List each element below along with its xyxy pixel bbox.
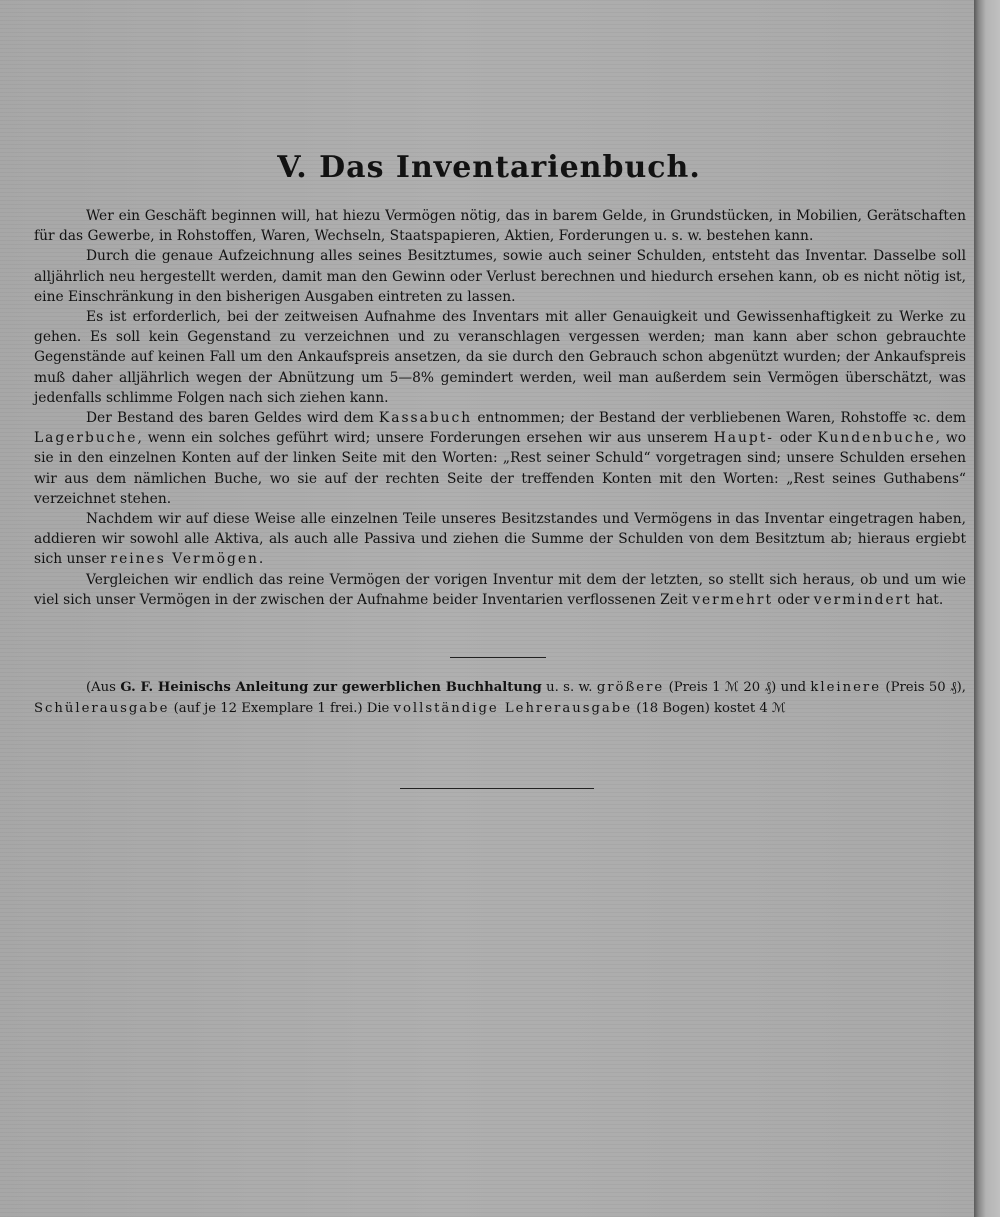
text-run: oder <box>773 430 818 447</box>
emphasis-schuelerausgabe: Schülerausgabe <box>34 700 170 716</box>
emphasis-vermindert: vermindert <box>813 591 912 608</box>
paragraph-5 <box>34 509 966 570</box>
text-run: (Aus <box>86 680 121 695</box>
emphasis-kundenbuche: Kundenbuche <box>817 430 936 447</box>
text-run: oder <box>773 591 814 608</box>
text-run: entnommen; der Bestand der verbliebenen Waren, Rohstoffe ꝛc. dem <box>472 410 966 427</box>
text-run: (18 Bogen) kostet 4 ℳ <box>632 700 787 716</box>
text-run: , wo sie in den einzelnen Konten auf der linken Seite mit den Worten: „Rest seiner Schuld“ vorgetragen sind; unsere Schulden ersehen wir aus dem nämlichen Buche, wo sie auf der rechten Seite der treffenden Konten mit den Worten: „Rest seines Guthabens“ verzeichnet stehen. <box>34 430 967 507</box>
text-run: Der Bestand des baren Geldes wird dem <box>86 410 379 427</box>
emphasis-vermehrt: vermehrt <box>692 591 774 608</box>
section-heading: V. Das Inventarienbuch. <box>277 150 701 185</box>
paragraph-1: Wer ein Geschäft beginnen will, hat hiezu Vermögen nötig, das in barem Gelde, in Grundstücken, in Mobilien, Gerätschaften für das Gewerbe, in Rohstoffen, Waren, Wechseln, Staatspapieren, Aktien, Forderungen u. s. w. bestehen kann. <box>34 208 966 245</box>
divider-rule <box>450 657 546 658</box>
text-run: hat. <box>911 591 944 608</box>
emphasis-groessere: größere <box>596 680 665 695</box>
emphasis-kassabuch: Kassabuch <box>378 410 473 427</box>
text-run: u. s. w. <box>541 680 597 695</box>
body-text <box>34 206 966 610</box>
footnote <box>34 678 966 719</box>
text-run: (auf je 12 Exemplare 1 frei.) Die <box>169 700 394 716</box>
text-run: Vergleichen wir endlich das reine Vermögen der vorigen Inventur mit dem der letzten, so stellt sich heraus, ob und um wie viel sich unser Vermögen in der zwischen der Aufnahme beider Inventarien verflossenen Zeit <box>34 571 966 608</box>
emphasis-lagerbuche: Lagerbuche <box>34 430 138 447</box>
paragraph-4 <box>34 408 966 509</box>
end-rule <box>400 788 594 789</box>
emphasis-haupt: Haupt- <box>713 430 774 447</box>
paragraph-6 <box>34 570 966 610</box>
emphasis-reines-vermoegen: reines Vermögen <box>110 551 259 568</box>
text-run: , wenn ein solches geführt wird; unsere Forderungen ersehen wir aus unserem <box>137 430 714 447</box>
page-edge-shadow <box>974 0 1000 1217</box>
emphasis-lehrerausgabe: vollständige Lehrerausgabe <box>393 700 633 716</box>
emphasis-kleinere: kleinere <box>810 680 882 695</box>
text-run: . <box>258 551 264 568</box>
paragraph-3: Es ist erforderlich, bei der zeitweisen Aufnahme des Inventars mit aller Genauigkeit und Gewissenhaftigkeit zu Werke zu gehen. Es soll kein Gegenstand zu verzeichnen und zu veranschlagen vergessen werden; man kann aber schon gebrauchte Gegenstände auf keinen Fall um den Ankaufspreis ansetzen, da sie durch den Gebrauch schon abgenützt wurden; der Ankaufspreis muß daher alljährlich wegen der Abnützung um 5—8% gemindert werden, weil man außerdem sein Vermögen überschätzt, was jedenfalls schlimme Folgen nach sich ziehen kann. <box>34 309 966 406</box>
footnote-book-title: G. F. Heinischs Anleitung zur gewerblichen Buchhaltung <box>120 680 542 695</box>
text-run: (Preis 1 ℳ 20 ₰) und <box>664 680 811 695</box>
paragraph-2: Durch die genaue Aufzeichnung alles seines Besitztumes, sowie auch seiner Schulden, entsteht das Inventar. Dasselbe soll alljährlich neu hergestellt werden, damit man den Gewinn oder Verlust berechnen und hiedurch ersehen kann, ob es nicht nötig ist, eine Einschränkung in den bisherigen Ausgaben eintreten zu lassen. <box>34 248 966 305</box>
text-run: (Preis 50 ₰), <box>881 680 966 695</box>
text-run: Nachdem wir auf diese Weise alle einzelnen Teile unseres Besitzstandes und Vermögens in das Inventar eingetragen haben, addieren wir sowohl alle Aktiva, als auch alle Passiva und ziehen die Summe der Schulden von dem Besitztum ab; hieraus ergiebt sich unser <box>34 511 966 568</box>
